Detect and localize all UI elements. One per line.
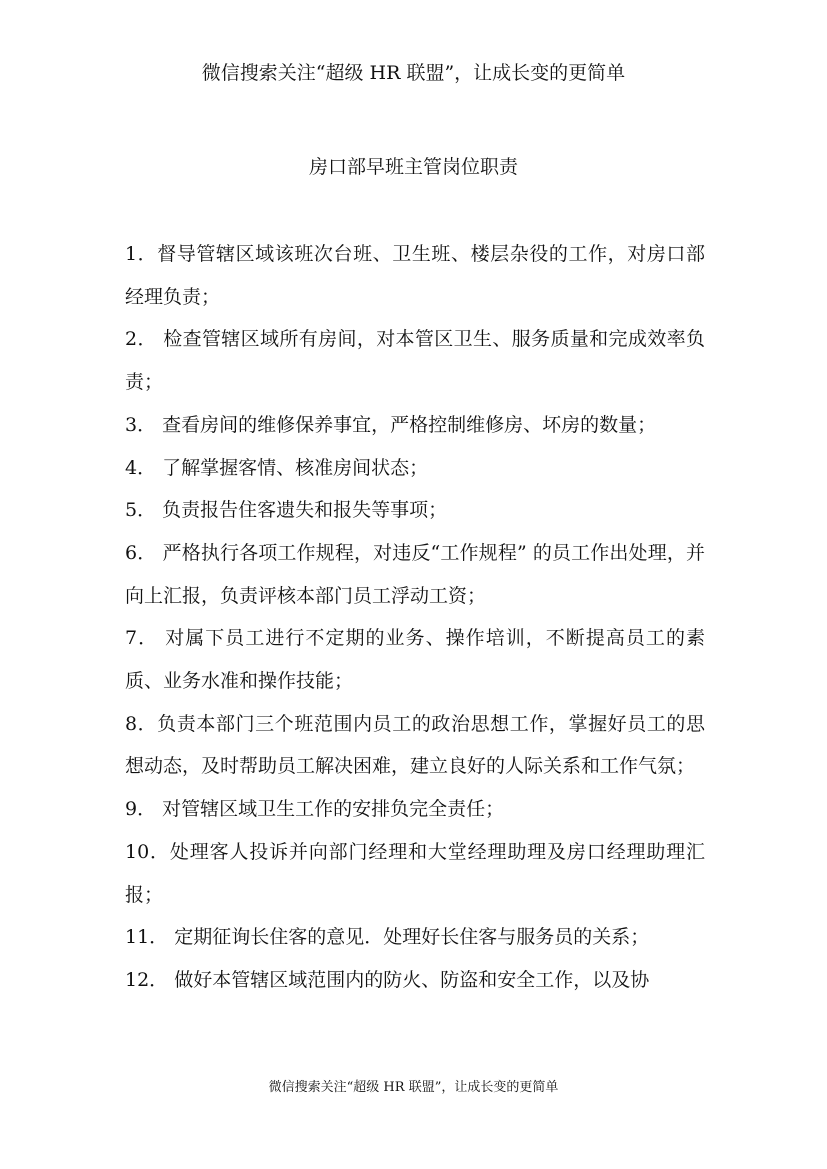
- duty-item-11: 11． 定期征询长住客的意见．处理好长住客与服务员的关系；: [125, 926, 650, 949]
- duty-item-12: 12． 做好本管辖区域范围内的防火、防盗和安全工作，以及协: [125, 968, 650, 991]
- duty-item-10: 10．处理客人投诉并向部门经理和大堂经理助理及房口经理助理汇报；: [125, 840, 705, 906]
- duty-item-8: 8．负责本部门三个班范围内员工的政治思想工作，掌握好员工的思想动态，及时帮助员工解决困难，建立良好的人际关系和工作气氛；: [125, 712, 705, 778]
- duty-item-1: 1．督导管辖区域该班次台班、卫生班、楼层杂役的工作，对房口部经理负责；: [125, 243, 705, 308]
- duty-item-2: 2． 检查管辖区域所有房间，对本管区卫生、服务质量和完成效率负责；: [125, 328, 705, 394]
- duty-item-9: 9． 对管辖区域卫生工作的安排负完全责任；: [125, 798, 505, 821]
- duty-item-6: 6． 严格执行各项工作规程，对违反“工作规程” 的员工作出处理，并向上汇报，负责评核本部门员工浮动工资；: [125, 541, 705, 607]
- duty-list: [125, 233, 705, 1002]
- duty-item-4: 4． 了解掌握客情、核准房间状态；: [125, 456, 429, 479]
- document-title: 房口部早班主管岗位职责: [308, 156, 518, 178]
- duty-item-3: 3． 查看房间的维修保养事宜，严格控制维修房、坏房的数量；: [125, 413, 657, 436]
- page-footer: 微信搜索关注“超级 HR 联盟”，让成长变的更简单: [268, 1080, 559, 1095]
- page-header: 微信搜索关注“超级 HR 联盟”，让成长变的更简单: [201, 62, 626, 84]
- duty-item-5: 5． 负责报告住客遗失和报失等事项；: [125, 499, 448, 522]
- duty-item-7: 7． 对属下员工进行不定期的业务、操作培训，不断提高员工的素质、业务水准和操作技能；: [125, 627, 705, 693]
